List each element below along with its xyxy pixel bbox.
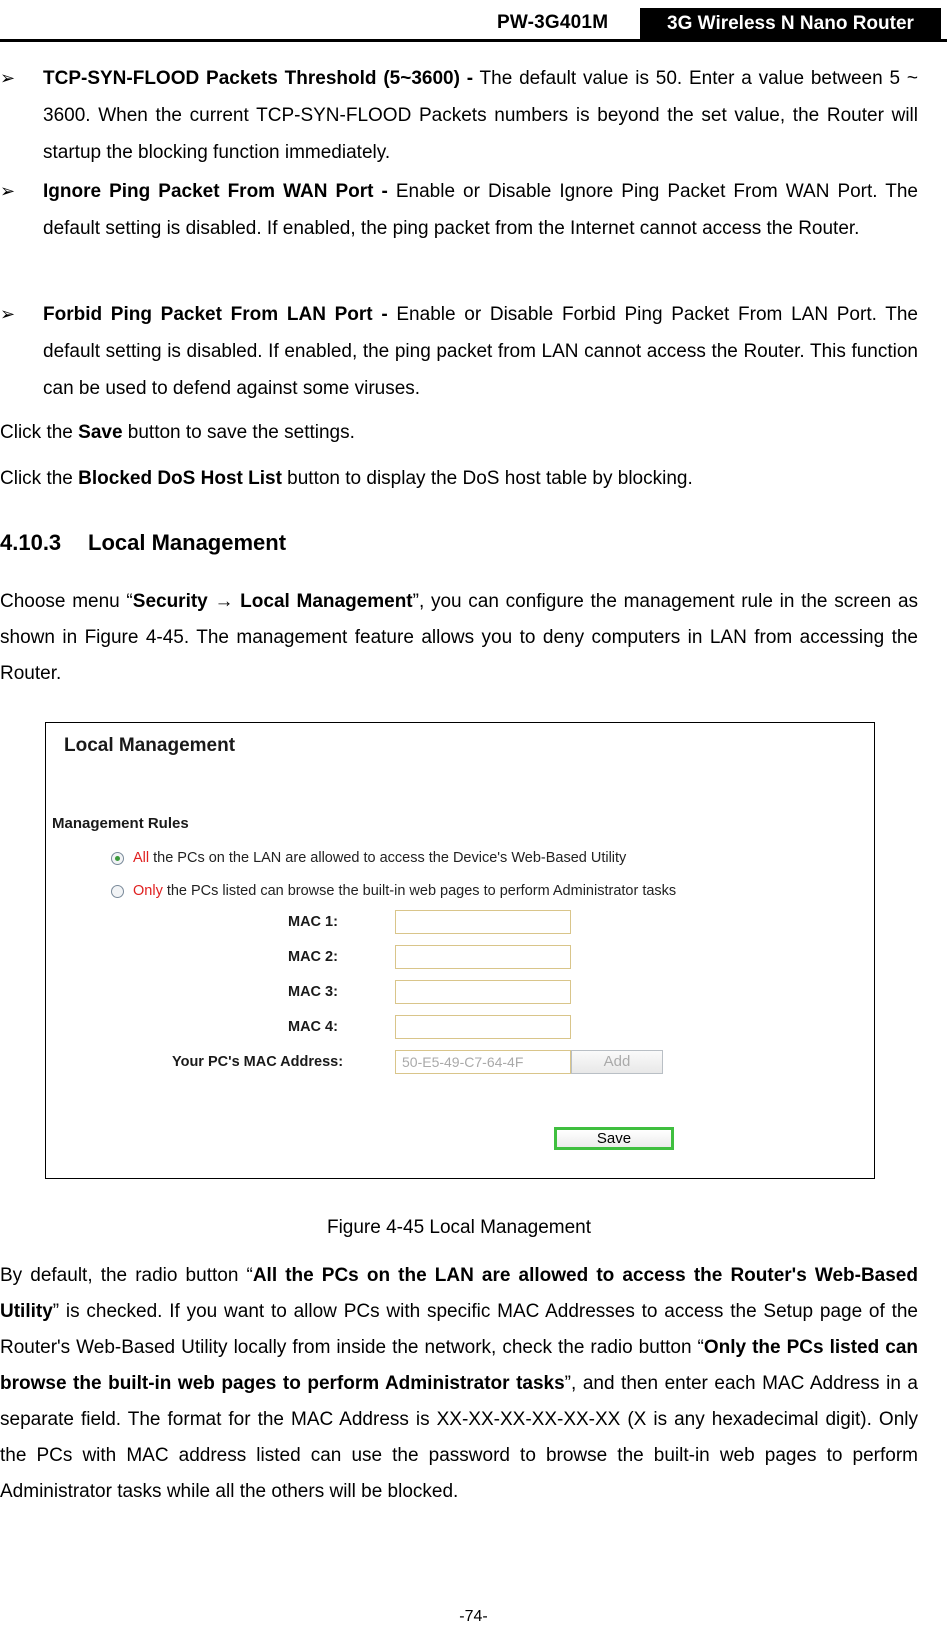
management-rules-label: Management Rules	[52, 815, 189, 832]
text-run-bold: All the PCs on the LAN are allowed to access the Router's Web-Based Utility	[0, 1265, 918, 1322]
mac2-input[interactable]	[395, 945, 571, 969]
bullet-term: Ignore Ping Packet From WAN Port -	[43, 181, 388, 202]
bullet-text: Enable or Disable Forbid Ping Packet From LAN Port. The default setting is disabled. If enabled, the ping packet from LAN cannot access the Router. This function can be used to defend against some viruses.	[43, 304, 918, 399]
radio-label: the PCs listed can browse the built-in web pages to perform Administrator tasks	[166, 883, 677, 899]
mac2-label: MAC 2:	[288, 949, 338, 965]
bullet-item	[43, 296, 918, 407]
text-run: Click the	[0, 468, 79, 489]
local-management-screenshot	[45, 722, 875, 1179]
text-run: ”, and then enter each MAC Address in a separate field. The format for the MAC Address is XX-XX-XX-XX-XX-XX (X is any hexadecimal digit). Only the PCs with MAC address listed can use the password to browse the built-in web pages to perform Administrator tasks while all the others will be blocked.	[0, 1373, 918, 1502]
bullet-item	[43, 173, 918, 247]
page-number: -74-	[459, 1608, 488, 1625]
text-run: button to save the settings.	[122, 422, 355, 443]
radio-emphasis: Only	[133, 883, 163, 899]
description-paragraph	[0, 1258, 918, 1510]
mac3-label: MAC 3:	[288, 984, 338, 1000]
bullet-item	[43, 60, 918, 171]
text-run-bold: Local Management	[240, 591, 413, 612]
mac3-input[interactable]	[395, 980, 571, 1004]
screenshot-title: Local Management	[64, 735, 236, 756]
section-number: 4.10.3	[0, 530, 62, 555]
section-title: Local Management	[88, 530, 287, 555]
text-run: Click the	[0, 422, 79, 443]
mac4-label: MAC 4:	[288, 1019, 338, 1035]
add-button[interactable]: Add	[571, 1050, 663, 1074]
bullet-arrow-icon: ➢	[0, 68, 16, 88]
text-run-bold: Security	[132, 591, 208, 612]
mac1-input[interactable]	[395, 910, 571, 934]
your-mac-label: Your PC's MAC Address:	[172, 1054, 344, 1070]
mac4-input[interactable]	[395, 1015, 571, 1039]
text-run: ”, you can configure the management rule in the screen as shown in Figure 4-45. The management feature allows you to deny computers in LAN from accessing the Router.	[0, 591, 919, 684]
your-mac-field[interactable]	[395, 1050, 571, 1074]
arrow-icon: →	[207, 591, 241, 612]
text-run: Choose menu “	[0, 591, 133, 612]
bullet-arrow-icon: ➢	[0, 181, 16, 201]
radio-emphasis: All	[133, 850, 150, 866]
bullet-text: Enable or Disable Ignore Ping Packet From WAN Port. The default setting is disabled. If enabled, the ping packet from the Internet cannot access the Router.	[43, 181, 918, 239]
save-button[interactable]: Save	[554, 1127, 674, 1150]
radio-checked-icon[interactable]	[111, 852, 124, 865]
bullet-term: TCP-SYN-FLOOD Packets Threshold (5~3600) -	[43, 68, 474, 89]
bullet-term: Forbid Ping Packet From LAN Port -	[43, 304, 388, 325]
text-run: ” is checked. If you want to allow PCs with specific MAC Addresses to access the Setup page of the Router's Web-Based Utility locally from inside the network, check the radio button “	[0, 1301, 918, 1358]
bullet-text: The default value is 50. Enter a value between 5 ~ 3600. When the current TCP-SYN-FLOOD Packets numbers is beyond the set value, the Router will startup the blocking function immediately.	[43, 68, 918, 163]
click-save-paragraph	[0, 415, 918, 451]
radio-only-listed-pcs[interactable]	[111, 883, 676, 899]
radio-all-pcs[interactable]	[111, 850, 626, 866]
text-run: By default, the radio button “	[0, 1265, 253, 1286]
document-model-name: PW-3G401M	[497, 12, 609, 33]
mac1-label: MAC 1:	[288, 914, 338, 930]
text-run: button to display the DoS host table by blocking.	[281, 468, 693, 489]
text-run-bold: Only the PCs listed can browse the built-in web pages to perform Administrator tasks	[0, 1337, 918, 1394]
text-run-bold: Blocked DoS Host List	[78, 468, 282, 489]
figure-caption: Figure 4-45 Local Management	[326, 1217, 592, 1238]
text-run-bold: Save	[78, 422, 123, 443]
section-heading	[0, 530, 286, 556]
header-divider	[0, 39, 947, 42]
document-header-title: 3G Wireless N Nano Router	[640, 8, 941, 40]
intro-paragraph	[0, 584, 918, 692]
radio-unchecked-icon[interactable]	[111, 885, 124, 898]
click-blocked-paragraph	[0, 461, 918, 497]
bullet-arrow-icon: ➢	[0, 304, 16, 324]
radio-label: the PCs on the LAN are allowed to access the Device's Web-Based Utility	[153, 850, 627, 866]
